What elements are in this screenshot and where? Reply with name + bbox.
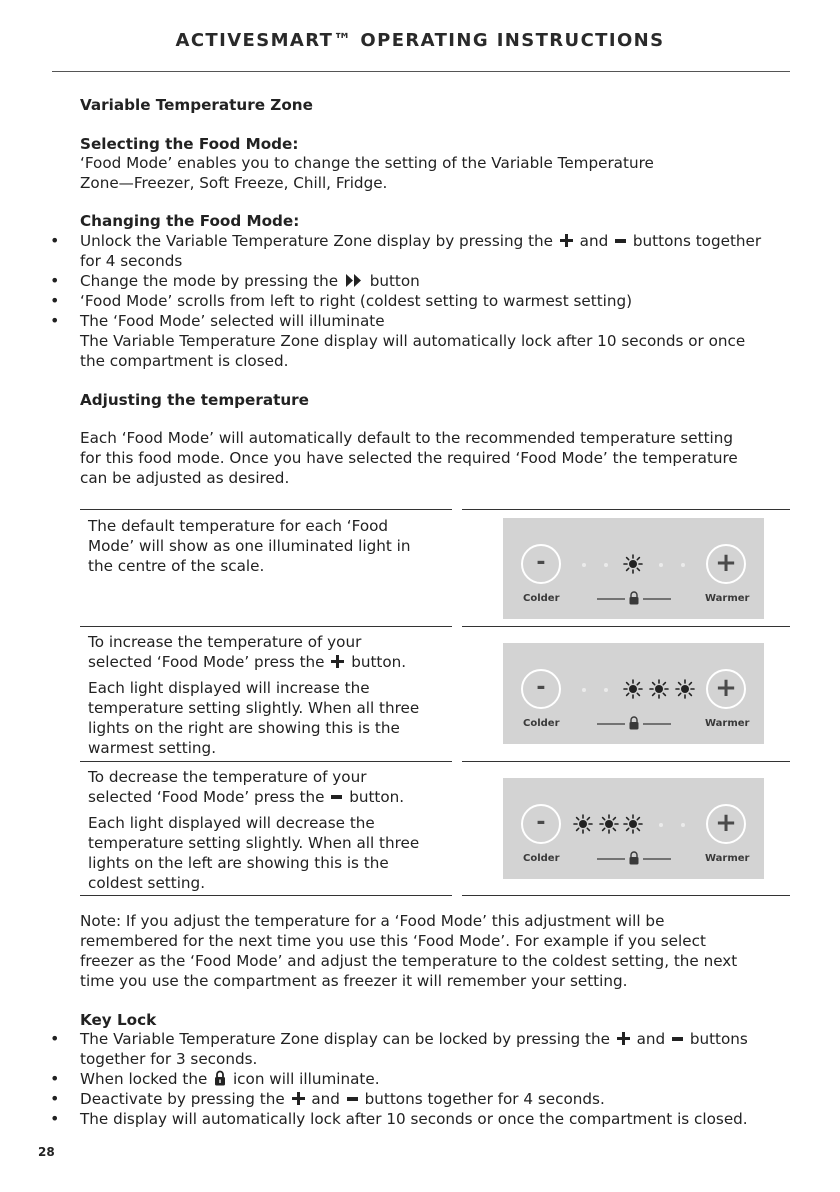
keylock-bullet-4: • The display will automatically lock after 10 seconds or once the compartment is closed. <box>0 1109 800 1129</box>
changing-b2-text-b: button <box>369 272 420 290</box>
row3-line: To decrease the temperature of your <box>88 768 367 786</box>
light-on-icon <box>675 679 695 699</box>
note-line-3: freezer as the ‘Food Mode’ and adjust the temperature to the coldest setting, the next <box>80 952 738 970</box>
table-rule <box>80 761 452 762</box>
colder-button: - <box>521 544 561 584</box>
keylock-heading: Key Lock <box>80 1011 157 1029</box>
keylock-b1-text-a: The Variable Temperature Zone display can be locked by pressing the <box>80 1030 610 1048</box>
keylock-b3-text-a: Deactivate by pressing the <box>80 1090 285 1108</box>
warmer-button: + <box>706 804 746 844</box>
row3-line: coldest setting. <box>88 874 206 892</box>
light-off-dot <box>659 563 663 567</box>
changing-bullet-1 <box>0 231 800 271</box>
changing-b1-text-b: and <box>579 232 609 250</box>
minus-icon <box>331 795 342 799</box>
row2-line <box>88 652 448 672</box>
selecting-heading: Selecting the Food Mode: <box>80 135 299 153</box>
light-on-icon <box>573 814 593 834</box>
colder-button: - <box>521 804 561 844</box>
keylock-bullet-1 <box>0 1029 800 1069</box>
light-on-icon <box>623 814 643 834</box>
light-off-dot <box>681 823 685 827</box>
row2-line: temperature setting slightly. When all three <box>88 699 420 717</box>
table-row-3-text <box>88 767 448 893</box>
changing-bullet-4: • The ‘Food Mode’ selected will illuminate <box>0 311 800 331</box>
table-rule <box>462 626 790 627</box>
row2-line: Each light displayed will increase the <box>88 679 370 697</box>
plus-icon <box>617 1032 630 1045</box>
changing-b2-text-a: Change the mode by pressing the <box>80 272 339 290</box>
note-line-2: remembered for the next time you use this ‘Food Mode’. For example if you select <box>80 932 706 950</box>
row2-text: selected ‘Food Mode’ press the <box>88 653 325 671</box>
keylock-bullet-2 <box>0 1069 800 1089</box>
colder-label: Colder <box>523 718 560 729</box>
colder-label: Colder <box>523 853 560 864</box>
adjusting-line-1: Each ‘Food Mode’ will automatically default to the recommended temperature setting <box>80 429 734 447</box>
row2-text: button. <box>351 653 407 671</box>
keylock-bullet-3 <box>0 1089 800 1109</box>
warmer-label: Warmer <box>705 593 750 604</box>
row3-line: Each light displayed will decrease the <box>88 814 375 832</box>
row1-line: the centre of the scale. <box>88 557 265 575</box>
warmer-button: + <box>706 669 746 709</box>
light-off-dot <box>681 563 685 567</box>
warmer-label: Warmer <box>705 853 750 864</box>
adjusting-heading: Adjusting the temperature <box>80 391 309 409</box>
selecting-line-1: ‘Food Mode’ enables you to change the setting of the Variable Temperature <box>80 154 654 172</box>
changing-lock-line-1: The Variable Temperature Zone display will automatically lock after 10 seconds or once <box>80 332 746 350</box>
minus-icon <box>615 239 626 243</box>
adjusting-line-2: for this food mode. Once you have selected the required ‘Food Mode’ the temperature <box>80 449 738 467</box>
light-off-dot <box>582 563 586 567</box>
lock-icon <box>597 591 671 605</box>
keylock-b2-text-a: When locked the <box>80 1070 208 1088</box>
table-row-1-text <box>88 516 448 576</box>
control-panel-coldest <box>503 778 764 879</box>
page-number: 28 <box>38 1145 55 1159</box>
light-off-dot <box>604 563 608 567</box>
adjusting-line-3: can be adjusted as desired. <box>80 469 290 487</box>
changing-lock-line-2: the compartment is closed. <box>80 352 289 370</box>
colder-label: Colder <box>523 593 560 604</box>
table-rule <box>462 761 790 762</box>
lock-icon <box>597 716 671 730</box>
light-on-icon <box>623 554 643 574</box>
changing-bullets <box>0 231 800 331</box>
control-panel-warmest <box>503 643 764 744</box>
plus-icon <box>331 655 344 668</box>
section-title: Variable Temperature Zone <box>80 96 313 114</box>
note-line-1: Note: If you adjust the temperature for a ‘Food Mode’ this adjustment will be <box>80 912 665 930</box>
light-off-dot <box>582 688 586 692</box>
table-rule <box>80 509 452 510</box>
lock-icon <box>597 851 671 865</box>
light-on-icon <box>623 679 643 699</box>
keylock-b2-text-b: icon will illuminate. <box>232 1070 380 1088</box>
warmer-label: Warmer <box>705 718 750 729</box>
row2-line: To increase the temperature of your <box>88 633 362 651</box>
keylock-b3-text-b: and <box>311 1090 340 1108</box>
plus-icon <box>560 234 573 247</box>
row3-text: selected ‘Food Mode’ press the <box>88 788 325 806</box>
keylock-b1-text-b: and <box>636 1030 666 1048</box>
changing-b1-text-d: for 4 seconds <box>80 252 183 270</box>
table-rule <box>462 895 790 896</box>
light-off-dot <box>604 688 608 692</box>
control-panel-default <box>503 518 764 619</box>
colder-button: - <box>521 669 561 709</box>
selecting-line-2: Zone—Freezer, Soft Freeze, Chill, Fridge. <box>80 174 388 192</box>
light-off-dot <box>659 823 663 827</box>
minus-icon <box>347 1097 358 1101</box>
row3-line: temperature setting slightly. When all three <box>88 834 420 852</box>
table-rule <box>80 895 452 896</box>
row3-text: button. <box>349 788 405 806</box>
keylock-bullets <box>0 1029 800 1129</box>
table-rule <box>462 509 790 510</box>
row1-line: The default temperature for each ‘Food <box>88 517 389 535</box>
changing-bullet-2 <box>0 271 800 291</box>
table-row-2-text <box>88 632 448 758</box>
keylock-b3-text-c: buttons together for 4 seconds. <box>364 1090 605 1108</box>
changing-bullet-3: • ‘Food Mode’ scrolls from left to right (coldest setting to warmest setting) <box>0 291 800 311</box>
row2-line: lights on the right are showing this is the <box>88 719 400 737</box>
minus-icon <box>672 1037 683 1041</box>
changing-heading: Changing the Food Mode: <box>80 212 300 230</box>
light-on-icon <box>599 814 619 834</box>
lock-icon <box>214 1070 226 1086</box>
keylock-b1-text-c: buttons <box>689 1030 748 1048</box>
plus-icon <box>292 1092 305 1105</box>
changing-b1-text-c: buttons together <box>632 232 762 250</box>
keylock-b1-text-d: together for 3 seconds. <box>80 1050 258 1068</box>
fast-forward-icon <box>345 274 363 287</box>
row3-line <box>88 787 448 807</box>
header-divider <box>52 71 790 72</box>
table-rule <box>80 626 452 627</box>
row2-line: warmest setting. <box>88 739 217 757</box>
row1-line: Mode’ will show as one illuminated light in <box>88 537 411 555</box>
page-header: ACTIVESMART™ OPERATING INSTRUCTIONS <box>175 30 665 51</box>
light-on-icon <box>649 679 669 699</box>
note-line-4: time you use the compartment as freezer it will remember your setting. <box>80 972 628 990</box>
changing-b1-text-a: Unlock the Variable Temperature Zone display by pressing the <box>80 232 553 250</box>
warmer-button: + <box>706 544 746 584</box>
row3-line: lights on the left are showing this is the <box>88 854 389 872</box>
